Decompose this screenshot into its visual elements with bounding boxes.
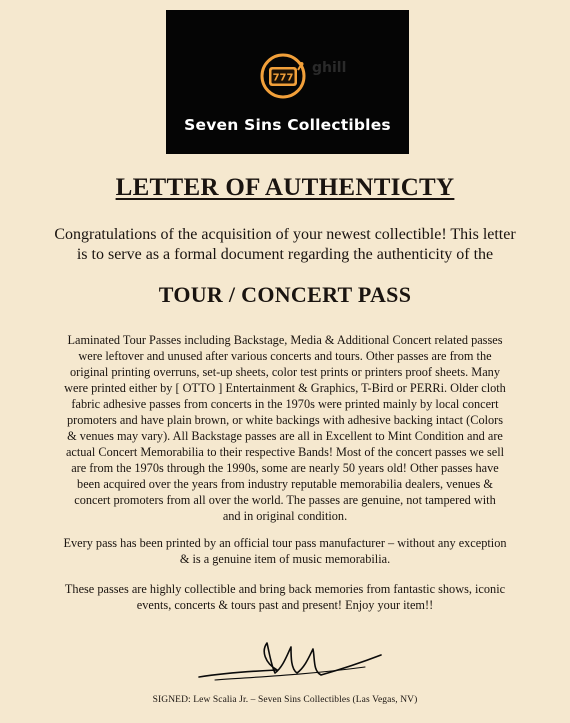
paragraph-line: These passes are highly collectible and bring back memories from fantastic shows, iconic [64,582,506,596]
paragraph-line: and in original condition. [222,509,348,523]
intro-line: Congratulations of the acquisition of your newest collectible! This letter [54,226,516,243]
paragraph-manufacturer [0,535,570,567]
paragraph-collectible [0,581,570,613]
intro-text [0,225,570,265]
signed-line: SIGNED: Lew Scalia Jr. – Seven Sins Collectibles (Las Vegas, NV) [152,695,418,705]
paragraph-line: were leftover and unused after various concerts and tours. Other passes are from the [78,349,492,363]
document-subtitle: TOUR / CONCERT PASS [158,282,412,307]
paragraph-line: were printed either by [ OTTO ] Entertainment & Graphics, T-Bird or PERRi. Older cloth [64,381,506,395]
signature-scribble [195,637,385,685]
paragraph-line: Laminated Tour Passes including Backstage, Media & Additional Concert related passes [67,333,503,347]
paragraph-line: events, concerts & tours past and present! Enjoy your item!! [136,598,434,612]
intro-line: is to serve as a formal document regarding the authenticity of the [76,246,494,263]
paragraph-line: concert promoters from all over the world. The passes are genuine, not tampered with [74,493,496,507]
paragraph-line: actual Concert Memorabilia to their respective Bands! Most of the concert passes we sell [65,445,505,459]
paragraph-line: been acquired over the years from industry reputable memorabilia dealers, venues & [77,477,493,491]
paragraph-line: are from the 1970s through the 1990s, some are nearly 50 years old! Other passes have [71,461,499,475]
document-title: LETTER OF AUTHENTICTY [115,174,455,201]
paragraph-line: & is a genuine item of music memorabilia. [179,552,391,566]
slot-reels-text: 777 [272,72,294,84]
watermark: ghill [312,60,347,76]
brand-name: Seven Sins Collectibles [184,116,391,134]
paragraph-description [0,332,570,524]
paragraph-line: Every pass has been printed by an official tour pass manufacturer – without any exception [63,536,507,550]
paragraph-line: promoters and have plain brown, or white backings with adhesive backing intact (Colors [66,413,504,427]
paragraph-line: & venues may vary). All Backstage passes are all in Excellent to Mint Condition and are [67,429,503,443]
slot-machine-icon [257,53,309,99]
paragraph-line: original printing overruns, set-up sheets, color test prints or printers proof sheets. Many [70,365,500,379]
paragraph-line: fabric adhesive passes from concerts in the 1970s were printed mainly by local concert [71,397,499,411]
